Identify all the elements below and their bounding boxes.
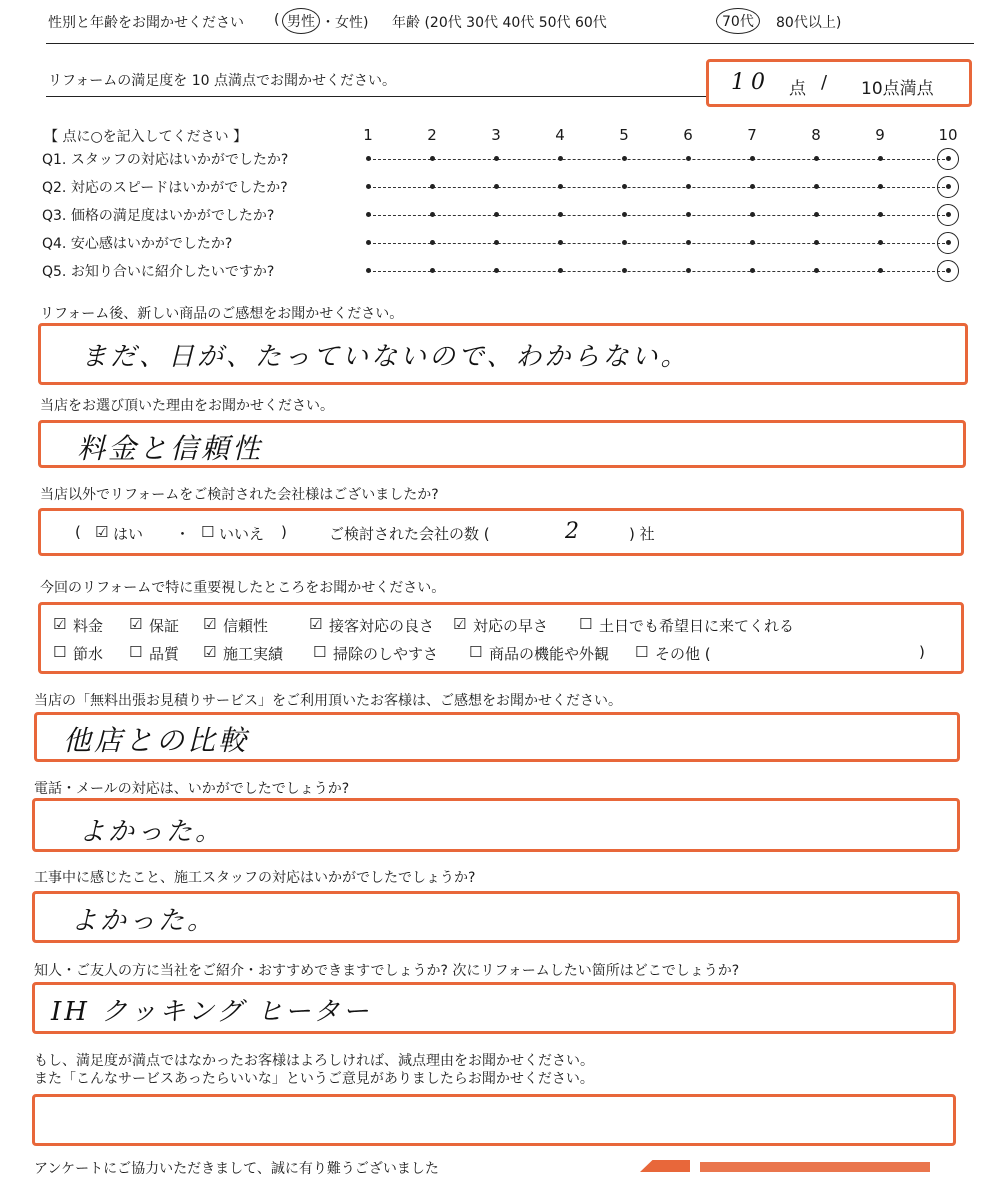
satisfaction-score-value: 10: [731, 70, 771, 95]
satisfaction-score-unit: 点: [789, 79, 806, 99]
scale-number: 4: [555, 126, 565, 144]
priority-label: 施工実績: [223, 645, 284, 663]
phone-mail-answer: よかった。: [79, 817, 225, 847]
rating-selected-circle: [937, 148, 959, 170]
priority-label: 信頼性: [223, 617, 269, 635]
priority-checkbox[interactable]: ☐: [579, 615, 593, 633]
rating-dot[interactable]: [878, 184, 883, 189]
gender-age-label: 性別と年齢をお聞かせください: [48, 15, 244, 31]
rating-dot[interactable]: [750, 212, 755, 217]
deduction-question-line1: もし、満足度が満点ではなかったお客様はよろしければ、減点理由をお聞かせください。: [34, 1053, 594, 1069]
priority-checkbox[interactable]: ☐: [53, 643, 67, 661]
other-companies-question: 当店以外でリフォームをご検討された会社様はございましたか?: [40, 487, 439, 503]
priority-checkbox[interactable]: ☑: [53, 615, 67, 633]
rating-dot[interactable]: [622, 240, 627, 245]
logo-fragment-text: [700, 1162, 930, 1172]
scale-number: 3: [491, 126, 501, 144]
priority-checkbox[interactable]: ☑: [203, 643, 217, 661]
other-open-paren: (: [75, 523, 81, 541]
rating-dot[interactable]: [814, 240, 819, 245]
rating-dot[interactable]: [494, 156, 499, 161]
deduction-answer-box[interactable]: [32, 1094, 956, 1146]
rating-dot[interactable]: [558, 212, 563, 217]
priorities-box: [38, 602, 964, 674]
rating-dot[interactable]: [494, 240, 499, 245]
rating-dot[interactable]: [814, 212, 819, 217]
rating-dot[interactable]: [558, 268, 563, 273]
age-selected-circled[interactable]: 70代: [716, 8, 760, 34]
logo-fragment: [640, 1160, 690, 1172]
rating-dot[interactable]: [750, 268, 755, 273]
no-label: いいえ: [219, 525, 265, 543]
gender-open: (: [274, 12, 280, 28]
priority-label: 品質: [149, 645, 180, 663]
satisfaction-prompt: リフォームの満足度を 10 点満点でお聞かせください。: [48, 73, 397, 89]
rating-dot[interactable]: [686, 212, 691, 217]
rating-row-line: [368, 159, 950, 160]
rating-dot[interactable]: [366, 268, 371, 273]
rating-selected-circle: [937, 260, 959, 282]
impression-answer: まだ、日が、たっていないので、わからない。: [81, 342, 690, 372]
priority-checkbox[interactable]: ☐: [313, 643, 327, 661]
gender-male-circled[interactable]: 男性: [282, 8, 320, 34]
referral-question: 知人・ご友人の方に当社をご紹介・おすすめできますでしょうか? 次にリフォームしたい箇所はどこでしょうか?: [34, 963, 740, 979]
other-companies-box: [38, 508, 964, 556]
priority-checkbox[interactable]: ☑: [453, 615, 467, 633]
rating-dot[interactable]: [494, 212, 499, 217]
scale-number: 10: [938, 126, 958, 144]
company-count-unit: ) 社: [629, 525, 655, 543]
rating-row-line: [368, 215, 950, 216]
rating-dot[interactable]: [814, 184, 819, 189]
rating-question-label: Q3. 価格の満足度はいかがでしたか?: [42, 208, 275, 224]
rating-dot[interactable]: [366, 212, 371, 217]
rating-dot[interactable]: [430, 268, 435, 273]
rating-row-line: [368, 243, 950, 244]
rating-dot[interactable]: [878, 268, 883, 273]
scale-number: 8: [811, 126, 821, 144]
rating-question-label: Q1. スタッフの対応はいかがでしたか?: [42, 152, 289, 168]
free-estimate-question: 当店の「無料出張お見積りサービス」をご利用頂いたお客様は、ご感想をお聞かせください。: [34, 693, 622, 709]
other-close-paren: ): [281, 523, 287, 541]
rating-question-label: Q2. 対応のスピードはいかがでしたか?: [42, 180, 288, 196]
reason-question: 当店をお選び頂いた理由をお聞かせください。: [40, 398, 334, 414]
rating-dot[interactable]: [558, 240, 563, 245]
deduction-question-line2: また「こんなサービスあったらいいな」というご意見がありましたらお聞かせください。: [34, 1071, 594, 1087]
satisfaction-score-box[interactable]: [706, 59, 972, 107]
rating-dot[interactable]: [814, 156, 819, 161]
rating-dot[interactable]: [430, 156, 435, 161]
rating-dot[interactable]: [686, 156, 691, 161]
rating-dot[interactable]: [430, 184, 435, 189]
scale-number: 5: [619, 126, 629, 144]
reason-answer-box[interactable]: [38, 420, 966, 468]
priority-label: 対応の早さ: [473, 617, 549, 635]
scale-number: 9: [875, 126, 885, 144]
yes-label: はい: [113, 525, 144, 543]
rating-dot[interactable]: [494, 268, 499, 273]
priority-label: その他 (: [655, 645, 711, 663]
priorities-other-close: ): [919, 643, 925, 661]
priority-checkbox[interactable]: ☑: [309, 615, 323, 633]
priority-label: 掃除のしやすさ: [333, 645, 439, 663]
header-underline: [46, 43, 974, 44]
rating-instruction: 【 点に○を記入してください 】: [44, 129, 248, 145]
rating-question-label: Q5. お知り合いに紹介したいですか?: [42, 264, 275, 280]
rating-dot[interactable]: [430, 240, 435, 245]
impression-answer-box[interactable]: [38, 323, 968, 385]
priority-checkbox[interactable]: ☐: [635, 643, 649, 661]
scale-number: 1: [363, 126, 373, 144]
phone-mail-question: 電話・メールの対応は、いかがでしたでしょうか?: [34, 781, 350, 797]
priority-label: 接客対応の良さ: [329, 617, 435, 635]
priority-label: 料金: [73, 617, 104, 635]
rating-dot[interactable]: [878, 212, 883, 217]
rating-dot[interactable]: [622, 156, 627, 161]
priority-label: 保証: [149, 617, 180, 635]
satisfaction-underline: [46, 96, 706, 97]
satisfaction-max-label: 10点満点: [861, 79, 934, 99]
yes-no-separator: ・: [175, 525, 191, 543]
reason-answer: 料金と信頼性: [77, 432, 264, 465]
rating-dot[interactable]: [622, 268, 627, 273]
priorities-question: 今回のリフォームで特に重要視したところをお聞かせください。: [40, 580, 446, 596]
rating-dot[interactable]: [750, 240, 755, 245]
rating-dot[interactable]: [366, 156, 371, 161]
company-count-value[interactable]: 2: [565, 519, 582, 544]
priority-checkbox[interactable]: ☐: [469, 643, 483, 661]
free-estimate-answer-box[interactable]: [34, 712, 960, 762]
rating-selected-circle: [937, 176, 959, 198]
free-estimate-answer: 他店との比較: [63, 724, 250, 757]
phone-mail-answer-box[interactable]: [32, 798, 960, 852]
rating-dot[interactable]: [750, 184, 755, 189]
priority-label: 土日でも希望日に来てくれる: [599, 617, 795, 635]
age-rest[interactable]: 80代以上): [776, 15, 842, 31]
construction-answer: よかった。: [71, 906, 217, 936]
yes-checkbox[interactable]: ☑: [95, 523, 109, 541]
rating-dot[interactable]: [622, 184, 627, 189]
company-count-label: ご検討された会社の数 (: [329, 525, 490, 543]
priority-checkbox[interactable]: ☐: [129, 643, 143, 661]
footer-thanks: アンケートにご協力いただきまして、誠に有り難うございました: [34, 1161, 439, 1177]
priority-checkbox[interactable]: ☑: [129, 615, 143, 633]
rating-dot[interactable]: [622, 212, 627, 217]
rating-selected-circle: [937, 232, 959, 254]
rating-dot[interactable]: [558, 156, 563, 161]
scale-number: 7: [747, 126, 757, 144]
impression-question: リフォーム後、新しい商品のご感想をお聞かせください。: [40, 306, 404, 322]
rating-dot[interactable]: [878, 240, 883, 245]
referral-answer: IH クッキング ヒーター: [51, 997, 372, 1027]
rating-row-line: [368, 187, 950, 188]
age-options[interactable]: 年齢 (20代 30代 40代 50代 60代: [392, 15, 607, 31]
priority-label: 商品の機能や外観: [489, 645, 610, 663]
scale-number: 2: [427, 126, 437, 144]
rating-dot[interactable]: [366, 240, 371, 245]
construction-answer-box[interactable]: [32, 891, 960, 943]
rating-dot[interactable]: [686, 184, 691, 189]
rating-dot[interactable]: [686, 268, 691, 273]
rating-dot[interactable]: [878, 156, 883, 161]
priority-label: 節水: [73, 645, 104, 663]
gender-female[interactable]: ・女性): [321, 15, 369, 31]
construction-question: 工事中に感じたこと、施工スタッフの対応はいかがでしたでしょうか?: [34, 870, 476, 886]
rating-question-label: Q4. 安心感はいかがでしたか?: [42, 236, 233, 252]
rating-dot[interactable]: [558, 184, 563, 189]
rating-dot[interactable]: [814, 268, 819, 273]
rating-selected-circle: [937, 204, 959, 226]
no-checkbox[interactable]: ☐: [201, 523, 215, 541]
rating-dot[interactable]: [686, 240, 691, 245]
rating-dot[interactable]: [750, 156, 755, 161]
rating-dot[interactable]: [430, 212, 435, 217]
rating-row-line: [368, 271, 950, 272]
rating-dot[interactable]: [494, 184, 499, 189]
priority-checkbox[interactable]: ☑: [203, 615, 217, 633]
satisfaction-slash: /: [821, 72, 828, 93]
scale-number: 6: [683, 126, 693, 144]
referral-answer-box[interactable]: [32, 982, 956, 1034]
rating-dot[interactable]: [366, 184, 371, 189]
